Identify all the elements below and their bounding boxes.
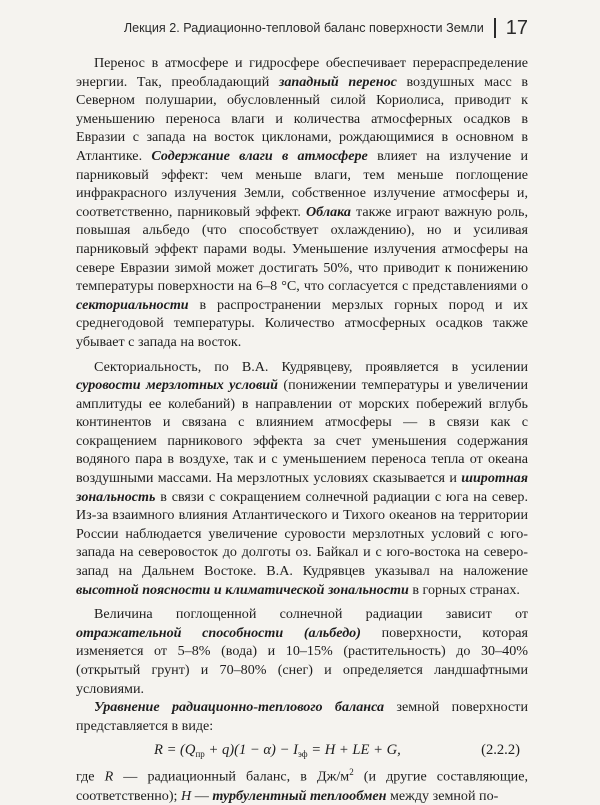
paragraph-2 <box>76 358 528 600</box>
term-clouds: Облака <box>305 203 351 220</box>
text-run: — <box>191 787 213 804</box>
text-run: воздушных масс в Северном полушарии, обусловленный силой Кориолиса, приводит к уменьшению переноса влаги и количества атмосферных осадков в Евразии с запада на восток циклонами, рождающимися в основном в Атлантике. <box>76 73 528 164</box>
term-latitudinal-zonality: широтная зональность <box>76 470 528 505</box>
equation-formula <box>154 741 401 764</box>
term-western-transport: западный перенос <box>278 73 397 90</box>
paragraph-1 <box>76 54 528 352</box>
term-permafrost-severity: суровости мерзлотных условий <box>76 377 278 394</box>
paragraph-4 <box>76 698 528 735</box>
text-run: влияет на излучение и парниковый эффект: чем меньше влаги, тем меньше поглощение инфракрасного излучения Земли, собственное излучение атмосферы и, соответственно, парниковый эффект. <box>76 147 528 220</box>
eq-part: = H + LE + G, <box>307 742 401 759</box>
text-run: (и другие составляющие, соответственно); <box>76 769 528 804</box>
chapter-title: Лекция 2. Радиационно-тепловой баланс поверхности Земли <box>123 21 484 35</box>
superscript: 2 <box>349 767 354 778</box>
equation-number: (2.2.2) <box>481 742 520 759</box>
eq-subscript: эф <box>297 749 308 760</box>
text-run: где <box>76 769 105 786</box>
text-run: земной поверхности представляется в виде: <box>76 699 528 734</box>
var-r: R <box>104 769 114 786</box>
text-run: в распространении мерзлых горных пород и их среднегодовой температуры. Количество атмосферных осадков также убывает с запада на восток. <box>76 296 528 350</box>
term-moisture-content: Содержание влаги в атмосфере <box>151 147 368 164</box>
text-run: в связи с сокращением солнечной радиации с юга на север. Из-за взаимного влияния Атлантического и Тихого океанов на территории России наблюдается увеличение суровости мерзлотных условий с юго-запада на северовосток до долготы оз. Байкал и с юго-востока на северо-запад на Дальнем Востоке. В.А. Кудрявцев указывал на наложение <box>76 488 528 580</box>
running-header <box>96 10 528 46</box>
page-number: 17 <box>505 16 528 39</box>
term-albedo: отражательной способности (альбедо) <box>76 624 361 641</box>
paragraph-5 <box>76 763 528 805</box>
text-run: — радиационный баланс, в Дж/м <box>113 769 350 786</box>
text-run: между земной по- <box>386 787 499 804</box>
text-run: Величина поглощенной солнечной радиации зависит от <box>94 606 528 623</box>
eq-subscript: пр <box>195 749 205 760</box>
text-run: в горных странах. <box>408 581 520 598</box>
term-sectoriality: секториальности <box>76 296 189 313</box>
page-body <box>76 54 528 805</box>
text-run: Секториальность, по В.А. Кудрявцеву, проявляется в усилении <box>94 358 528 375</box>
term-turbulent-exchange: турбулентный теплообмен <box>212 787 387 804</box>
var-h: H <box>181 787 192 804</box>
text-run: также играют важную роль, повышая альбедо (что способствует охлаждению), но и усиливая парниковый эффект парами воды. Уменьшение излучения атмосферы на севере Евразии зимой может достигать 50%, что приводит к понижению температуры поверхности на 6–8 °С, что согласуется с представлениями о <box>76 203 528 295</box>
term-balance-equation: Уравнение радиационно-теплового баланса <box>94 699 385 716</box>
paragraph-3 <box>76 605 528 698</box>
equation-2-2-2 <box>76 737 528 763</box>
eq-part: R = (Q <box>154 742 196 759</box>
text-run: Перенос в атмосфере и гидросфере обеспечивает перераспределение энергии. Так, преобладающий <box>76 55 528 90</box>
text-run: поверхности, которая изменяется от 5–8% (вода) и 10–15% (растительность) до 30–40% (открытый грунт) и 70–80% (снег) и определяется ландшафтными условиями. <box>76 624 528 697</box>
eq-part: + q)(1 − α) − I <box>204 742 298 759</box>
header-divider <box>494 18 496 38</box>
term-altitudinal-zonality: высотной поясности и климатической зональности <box>76 581 409 598</box>
text-run: (понижении температуры и увеличении амплитуды ее колебаний) в направлении от морских побережий вглубь континентов и связана с влиянием атмосферы — в связи как с сокращением парникового эффекта за счет уменьшения содержания водяного пара в воздухе, так и с уменьшением переноса тепла от океана воздушными массами. На мерзлотных условиях сказывается и <box>76 377 528 487</box>
